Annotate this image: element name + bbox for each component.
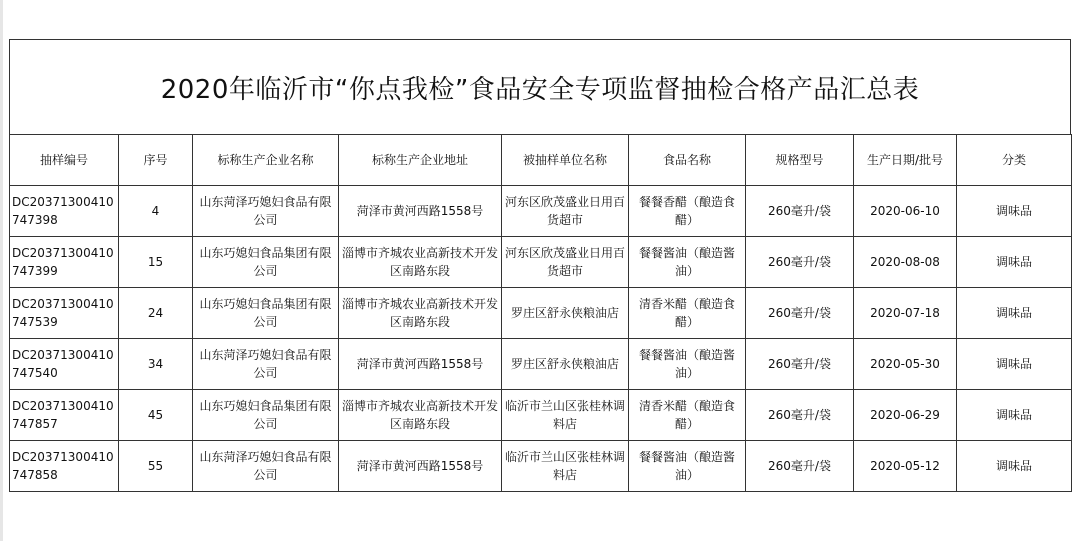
cell-spec: 260毫升/袋 — [746, 288, 854, 339]
cell-date: 2020-06-29 — [854, 390, 957, 441]
cell-seq: 15 — [119, 237, 193, 288]
cell-food: 餐餐香醋（酿造食醋） — [629, 186, 746, 237]
cell-producer: 山东巧媳妇食品集团有限公司 — [193, 390, 339, 441]
cell-category: 调味品 — [957, 390, 1072, 441]
cell-sampled-unit: 临沂市兰山区张桂林调料店 — [502, 441, 629, 492]
column-header-producer: 标称生产企业名称 — [193, 135, 339, 186]
cell-producer: 山东菏泽巧媳妇食品有限公司 — [193, 186, 339, 237]
table-row — [10, 339, 1072, 390]
cell-date: 2020-05-12 — [854, 441, 957, 492]
cell-producer: 山东菏泽巧媳妇食品有限公司 — [193, 441, 339, 492]
table-header-row — [10, 135, 1072, 186]
column-header-category: 分类 — [957, 135, 1072, 186]
results-table — [9, 134, 1072, 492]
cell-sample-code: DC20371300410747398 — [10, 186, 119, 237]
column-header-sampled-unit: 被抽样单位名称 — [502, 135, 629, 186]
cell-address: 淄博市齐城农业高新技术开发区南路东段 — [339, 237, 502, 288]
cell-spec: 260毫升/袋 — [746, 390, 854, 441]
cell-sample-code: DC20371300410747539 — [10, 288, 119, 339]
cell-spec: 260毫升/袋 — [746, 186, 854, 237]
table-row — [10, 288, 1072, 339]
cell-category: 调味品 — [957, 288, 1072, 339]
cell-address: 菏泽市黄河西路1558号 — [339, 186, 502, 237]
cell-spec: 260毫升/袋 — [746, 237, 854, 288]
cell-address: 菏泽市黄河西路1558号 — [339, 441, 502, 492]
cell-sampled-unit: 罗庄区舒永侠粮油店 — [502, 339, 629, 390]
cell-address: 淄博市齐城农业高新技术开发区南路东段 — [339, 288, 502, 339]
cell-spec: 260毫升/袋 — [746, 339, 854, 390]
table-row — [10, 441, 1072, 492]
cell-food: 餐餐酱油（酿造酱油） — [629, 339, 746, 390]
cell-sampled-unit: 河东区欣茂盛业日用百货超市 — [502, 237, 629, 288]
cell-food: 清香米醋（酿造食醋） — [629, 288, 746, 339]
left-edge-bar — [0, 0, 3, 541]
cell-category: 调味品 — [957, 237, 1072, 288]
cell-sampled-unit: 河东区欣茂盛业日用百货超市 — [502, 186, 629, 237]
cell-category: 调味品 — [957, 186, 1072, 237]
column-header-seq: 序号 — [119, 135, 193, 186]
column-header-address: 标称生产企业地址 — [339, 135, 502, 186]
cell-seq: 45 — [119, 390, 193, 441]
column-header-food: 食品名称 — [629, 135, 746, 186]
cell-seq: 24 — [119, 288, 193, 339]
cell-sample-code: DC20371300410747399 — [10, 237, 119, 288]
cell-food: 餐餐酱油（酿造酱油） — [629, 441, 746, 492]
cell-sample-code: DC20371300410747858 — [10, 441, 119, 492]
cell-sampled-unit: 罗庄区舒永侠粮油店 — [502, 288, 629, 339]
cell-producer: 山东菏泽巧媳妇食品有限公司 — [193, 339, 339, 390]
cell-producer: 山东巧媳妇食品集团有限公司 — [193, 237, 339, 288]
table-row — [10, 186, 1072, 237]
cell-date: 2020-06-10 — [854, 186, 957, 237]
cell-date: 2020-05-30 — [854, 339, 957, 390]
page-title: 2020年临沂市“你点我检”食品安全专项监督抽检合格产品汇总表 — [9, 39, 1071, 134]
cell-food: 餐餐酱油（酿造酱油） — [629, 237, 746, 288]
cell-seq: 4 — [119, 186, 193, 237]
column-header-spec: 规格型号 — [746, 135, 854, 186]
cell-category: 调味品 — [957, 441, 1072, 492]
cell-date: 2020-08-08 — [854, 237, 957, 288]
cell-sampled-unit: 临沂市兰山区张桂林调料店 — [502, 390, 629, 441]
cell-spec: 260毫升/袋 — [746, 441, 854, 492]
table-row — [10, 237, 1072, 288]
cell-category: 调味品 — [957, 339, 1072, 390]
summary-sheet — [9, 39, 1071, 492]
cell-seq: 34 — [119, 339, 193, 390]
cell-address: 菏泽市黄河西路1558号 — [339, 339, 502, 390]
cell-sample-code: DC20371300410747540 — [10, 339, 119, 390]
cell-producer: 山东巧媳妇食品集团有限公司 — [193, 288, 339, 339]
table-row — [10, 390, 1072, 441]
cell-date: 2020-07-18 — [854, 288, 957, 339]
cell-sample-code: DC20371300410747857 — [10, 390, 119, 441]
cell-food: 清香米醋（酿造食醋） — [629, 390, 746, 441]
cell-address: 淄博市齐城农业高新技术开发区南路东段 — [339, 390, 502, 441]
column-header-sample-code: 抽样编号 — [10, 135, 119, 186]
column-header-date: 生产日期/批号 — [854, 135, 957, 186]
cell-seq: 55 — [119, 441, 193, 492]
